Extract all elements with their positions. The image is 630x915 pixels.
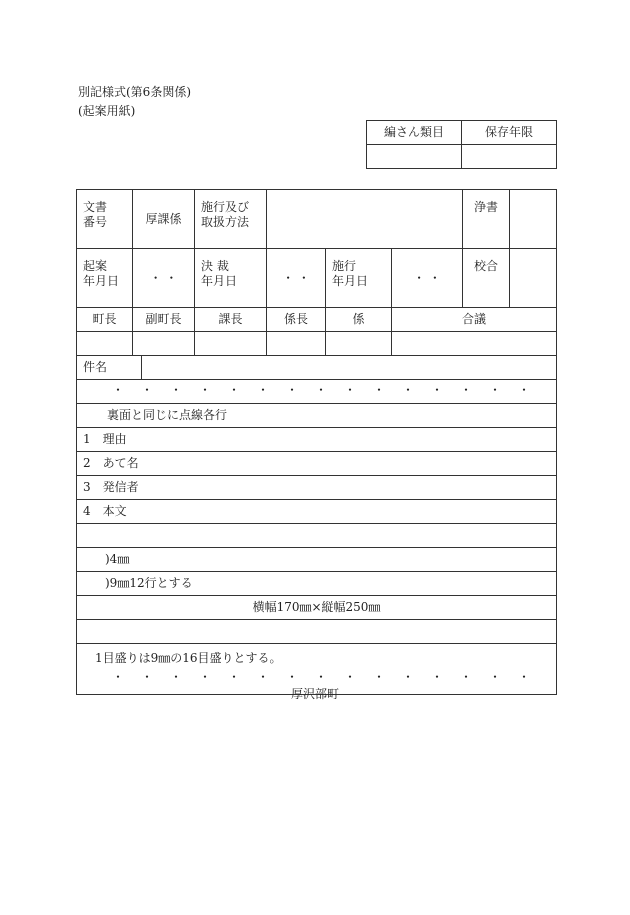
role-section-chief: 課長 <box>195 308 267 332</box>
item-reason: 1 理由 <box>77 428 557 452</box>
blank-row[interactable] <box>77 524 557 548</box>
item-sender: 3 発信者 <box>77 476 557 500</box>
dot-mark: ・ <box>344 670 357 684</box>
dot-mark: ・ <box>460 670 473 684</box>
draft-form-table <box>76 189 557 695</box>
stamp-section-chief[interactable] <box>195 332 267 356</box>
dot-mark: ・ <box>518 383 531 397</box>
stamp-unit-chief[interactable] <box>267 332 326 356</box>
paper-size-note: 横幅170㎜×縦幅250㎜ <box>77 596 557 620</box>
draft-date-label: 起案 年月日 <box>77 249 133 308</box>
execution-date-value[interactable]: ・ ・ <box>392 249 463 308</box>
dot-mark: ・ <box>315 670 328 684</box>
document-number-label: 文書 番号 <box>77 190 133 249</box>
spacing-4mm-note: )4㎜ <box>77 548 557 572</box>
dot-mark: ・ <box>518 670 531 684</box>
dotted-note: 裏面と同じに点線各行 <box>77 404 557 428</box>
stamp-consultation[interactable] <box>392 332 557 356</box>
clean-copy-cell[interactable] <box>510 190 557 249</box>
proofread-label: 校合 <box>463 249 510 308</box>
dot-mark: ・ <box>112 670 125 684</box>
form-label: 別記様式(第6条関係) <box>78 85 191 99</box>
dot-mark: ・ <box>199 383 212 397</box>
dot-mark: ・ <box>228 383 241 397</box>
dot-mark: ・ <box>402 670 415 684</box>
handling-method-label: 施行及び 取扱方法 <box>195 190 267 249</box>
department-label: 厚課係 <box>133 190 195 249</box>
dot-mark: ・ <box>228 670 241 684</box>
dot-mark: ・ <box>286 670 299 684</box>
blank-row[interactable] <box>77 620 557 644</box>
item-addressee: 2 あて名 <box>77 452 557 476</box>
subject-label: 件名 <box>83 360 108 374</box>
handling-method-cell[interactable] <box>267 190 463 249</box>
dot-mark: ・ <box>373 383 386 397</box>
role-deputy-mayor: 副町長 <box>133 308 195 332</box>
draft-date-value[interactable]: ・ ・ <box>133 249 195 308</box>
dot-mark: ・ <box>257 670 270 684</box>
dot-mark: ・ <box>170 670 183 684</box>
dot-mark: ・ <box>489 383 502 397</box>
spacing-9mm-note: )9㎜12行とする <box>77 572 557 596</box>
dot-mark: ・ <box>373 670 386 684</box>
municipality-name: 厚沢部町 <box>290 687 339 701</box>
dot-mark: ・ <box>344 383 357 397</box>
dot-mark: ・ <box>431 383 444 397</box>
subject-row <box>77 356 557 380</box>
role-unit-chief: 係長 <box>267 308 326 332</box>
clean-copy-label: 浄書 <box>463 190 510 249</box>
item-body: 4 本文 <box>77 500 557 524</box>
dot-mark: ・ <box>141 383 154 397</box>
dot-mark: ・ <box>489 670 502 684</box>
proofread-cell[interactable] <box>510 249 557 308</box>
dot-mark: ・ <box>199 670 212 684</box>
stamp-deputy-mayor[interactable] <box>133 332 195 356</box>
dot-mark: ・ <box>460 383 473 397</box>
dot-mark: ・ <box>286 383 299 397</box>
subject-divider <box>141 356 142 379</box>
role-consultation: 合議 <box>392 308 557 332</box>
scale-note: 1目盛りは9㎜の16目盛りとする。 <box>95 651 282 665</box>
category-cell[interactable] <box>367 145 462 169</box>
dot-mark: ・ <box>170 383 183 397</box>
dot-mark: ・ <box>141 670 154 684</box>
stamp-mayor[interactable] <box>77 332 133 356</box>
retention-header: 保存年限 <box>462 121 557 145</box>
form-subtitle: (起案用紙) <box>78 104 136 118</box>
stamp-staff[interactable] <box>326 332 392 356</box>
dot-mark: ・ <box>315 383 328 397</box>
dot-mark: ・ <box>431 670 444 684</box>
category-header: 編さん類目 <box>367 121 462 145</box>
classification-table <box>366 120 557 169</box>
decision-date-value[interactable]: ・ ・ <box>267 249 326 308</box>
dot-mark: ・ <box>257 383 270 397</box>
role-mayor: 町長 <box>77 308 133 332</box>
dot-mark: ・ <box>112 383 125 397</box>
dot-mark: ・ <box>402 383 415 397</box>
execution-date-label: 施行 年月日 <box>326 249 392 308</box>
role-staff: 係 <box>326 308 392 332</box>
dotted-line-row <box>77 380 557 404</box>
decision-date-label: 決 裁 年月日 <box>195 249 267 308</box>
retention-cell[interactable] <box>462 145 557 169</box>
